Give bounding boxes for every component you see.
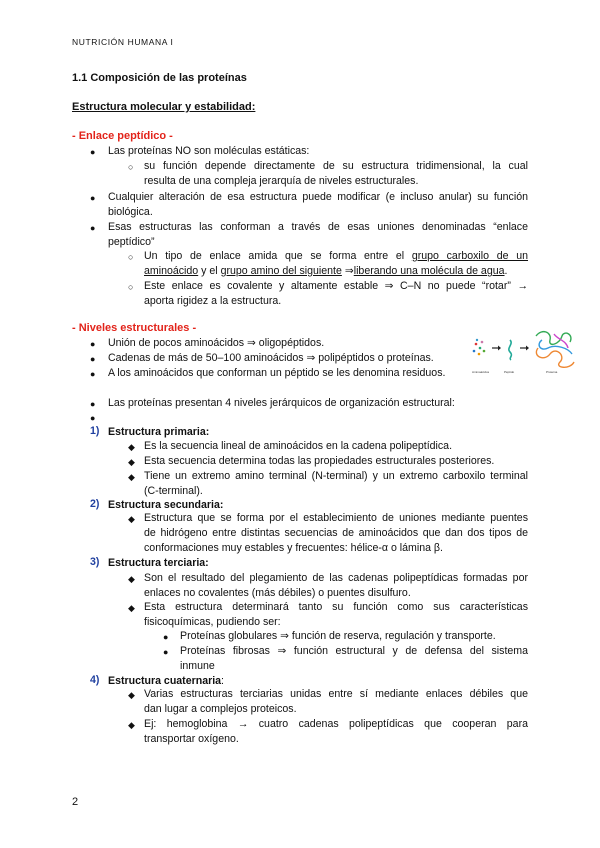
level-3-item: fisicoquímicas, pudiendo ser: (144, 616, 281, 628)
level-4-item: Ej: hemoglobina → cuatro cadenas polipeptídicas que cooperan para (144, 718, 528, 730)
diamond-bullet-icon: ◆ (128, 720, 135, 730)
text-span-underlined: grupo amino del siguiente (220, 265, 342, 277)
circle-bullet-icon: ○ (128, 282, 134, 292)
niveles-b4: Las proteínas presentan 4 niveles jerárquicos de organización estructural: (108, 397, 455, 409)
enlace-title: - Enlace peptídico - (72, 130, 173, 142)
text-span: . (504, 265, 508, 277)
level-2-item: Estructura que se forma por el establecimiento de uniones mediante puentes (144, 512, 528, 524)
level-4-title: Estructura cuaternaria (108, 675, 222, 687)
bullet-icon: ● (90, 223, 96, 233)
diamond-bullet-icon: ◆ (128, 574, 135, 584)
diamond-bullet-icon: ◆ (128, 514, 135, 524)
protein-structure-icon (536, 332, 574, 368)
text-span-underlined: grupo carboxilo de un (411, 250, 529, 262)
level-3-item: enlaces no covalentes (más débiles) o puentes disulfuro. (144, 587, 411, 599)
niveles-b1: Unión de pocos aminoácidos ⇒ oligopéptidos. (108, 337, 325, 349)
level-3-item: Son el resultado del plegamiento de las cadenas polipeptídicas formadas por (144, 572, 528, 584)
text-span-underlined: liberando una molécula de agua (353, 265, 505, 277)
niveles-title: - Niveles estructurales - (72, 322, 197, 334)
enlace-b1-sub2: resulta de una compleja jerarquía de niveles estructurales. (144, 175, 419, 187)
page-number: 2 (72, 796, 79, 808)
level-3-sub-item: Proteínas globulares ⇒ función de reserva, regulación y transporte. (180, 630, 496, 642)
figure-caption-1: Aminoácidos (472, 370, 490, 374)
bullet-icon: ● (90, 193, 96, 203)
bullet-icon: ● (90, 339, 96, 349)
diamond-bullet-icon: ◆ (128, 457, 135, 467)
subheading: Estructura molecular y estabilidad: (72, 101, 256, 113)
bullet-icon: ● (90, 399, 96, 409)
enlace-b3a: Esas estructuras las conforman a través de esas uniones denominadas “enlace (108, 221, 528, 233)
circle-bullet-icon: ○ (128, 162, 134, 172)
level-4-item: dan lugar a complejos proteicos. (144, 703, 297, 715)
enlace-b1: Las proteínas NO son moléculas estáticas: (108, 145, 310, 157)
level-2-item: conformaciones muy estables y frecuentes: hélice-α o lámina β. (144, 542, 443, 554)
level-4-colon: : (221, 675, 224, 687)
bullet-icon: ● (90, 413, 96, 423)
diamond-bullet-icon: ◆ (128, 690, 135, 700)
niveles-b2: Cadenas de más de 50–100 aminoácidos ⇒ polipéptidos o proteínas. (108, 352, 434, 364)
level-2-item: de hidrógeno entre distintas secuencias de aminoácidos que dan dos tipos de (144, 527, 528, 539)
section-title: 1.1 Composición de las proteínas (72, 72, 247, 84)
enlace-b3b: peptídico” (108, 236, 155, 248)
text-span: Un tipo de enlace amida que se forma entre el (144, 250, 412, 262)
level-1-item: Esta secuencia determina todas las propiedades estructurales posteriores. (144, 455, 495, 467)
protein-folding-figure (470, 326, 588, 376)
level-3-sub-item: Proteínas fibrosas ⇒ función estructural y de defensa del sistema (180, 645, 528, 657)
text-span-underlined: aminoácido (144, 265, 199, 277)
level-4-item: Varias estructuras terciarias unidas entre sí mediante enlaces débiles que (144, 688, 528, 700)
circle-bullet-icon: ○ (128, 252, 134, 262)
diamond-bullet-icon: ◆ (128, 472, 135, 482)
level-3-number: 3) (90, 556, 100, 568)
bullet-icon: ● (90, 354, 96, 364)
level-1-item: Tiene un extremo amino terminal (N-terminal) y un extremo carboxilo terminal (144, 470, 528, 482)
enlace-b2b: biológica. (108, 206, 153, 218)
enlace-b2a: Cualquier alteración de esa estructura puede modificar (e incluso anular) su función (108, 191, 528, 203)
bullet-icon: ● (163, 647, 169, 657)
enlace-s2b: aporta rigidez a la estructura. (144, 295, 282, 307)
figure-caption-3: Proteína (546, 370, 558, 374)
level-3-sub-item: inmune (180, 660, 215, 672)
page-header: NUTRICIÓN HUMANA I (72, 37, 174, 47)
bullet-icon: ● (90, 147, 96, 157)
level-2-title: Estructura secundaria: (108, 499, 224, 511)
text-span: y el (198, 265, 221, 277)
bullet-icon: ● (163, 632, 169, 642)
amino-acids-dots-icon (473, 339, 486, 356)
level-1-item: Es la secuencia lineal de aminoácidos en la cadena polipeptídica. (144, 440, 453, 452)
enlace-s2a: Este enlace es covalente y altamente estable ⇒ C–N no puede “rotar” → (144, 280, 528, 292)
enlace-s1a (144, 249, 528, 264)
level-1-number: 1) (90, 425, 100, 437)
level-2-number: 2) (90, 498, 100, 510)
peptide-chain-icon (509, 340, 512, 360)
diamond-bullet-icon: ◆ (128, 442, 135, 452)
level-3-title: Estructura terciaria: (108, 557, 209, 569)
level-1-title: Estructura primaria: (108, 426, 210, 438)
text-span: ⇒ (341, 265, 354, 277)
level-4-item: transportar oxígeno. (144, 733, 239, 745)
level-3-item: Esta estructura determinará tanto su función como sus características (144, 601, 528, 613)
diamond-bullet-icon: ◆ (128, 603, 135, 613)
enlace-s1b (144, 264, 507, 279)
niveles-b3: A los aminoácidos que conforman un péptido se les denomina residuos. (108, 367, 446, 379)
enlace-b1-sub1: su función depende directamente de su estructura tridimensional, la cual (144, 160, 528, 172)
level-1-item: (C-terminal). (144, 485, 203, 497)
level-4-number: 4) (90, 674, 100, 686)
figure-caption-2: Péptido (504, 370, 515, 374)
bullet-icon: ● (90, 369, 96, 379)
